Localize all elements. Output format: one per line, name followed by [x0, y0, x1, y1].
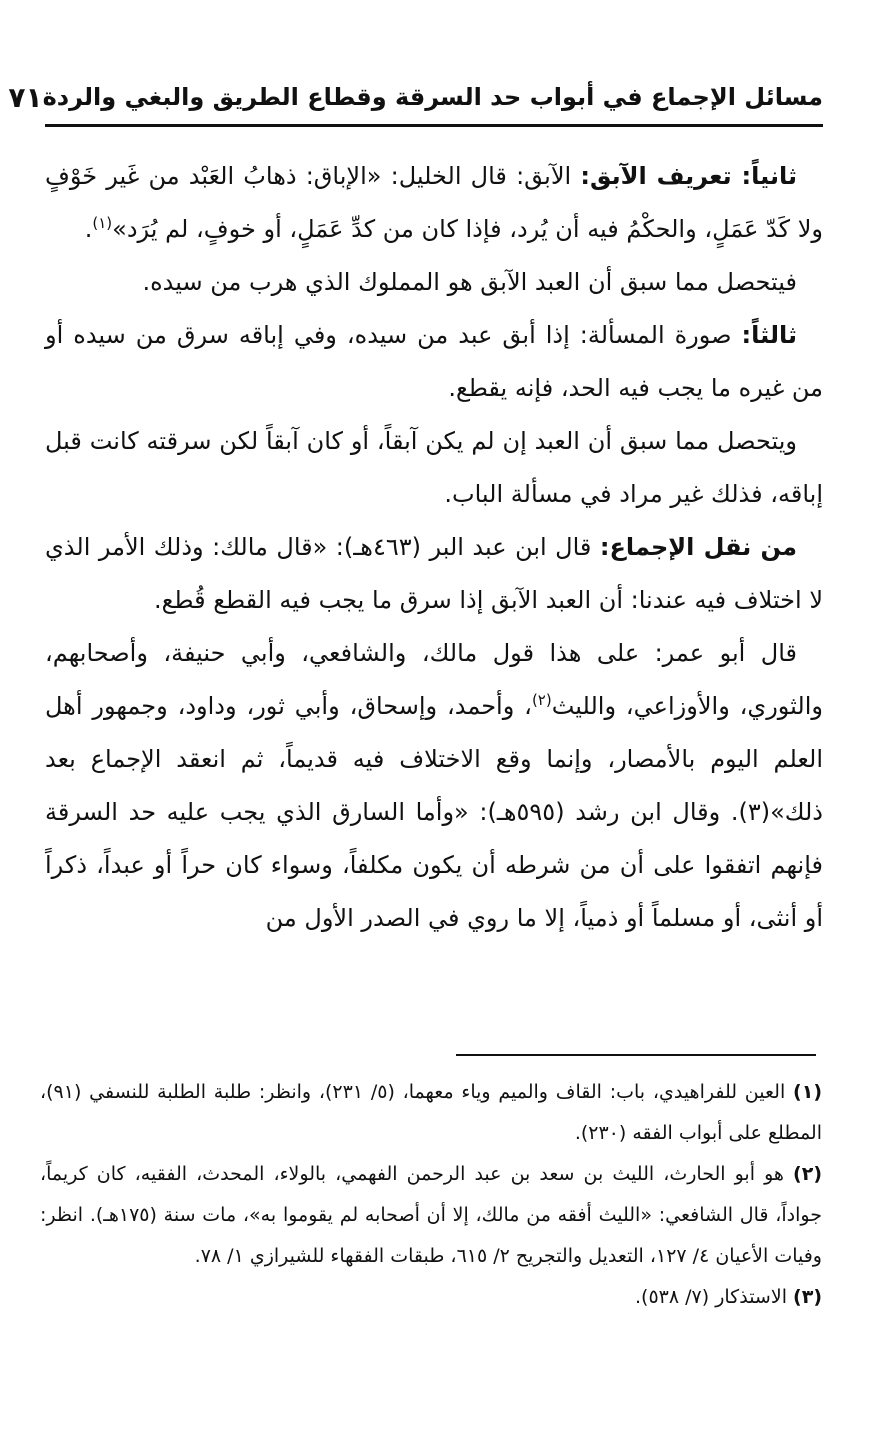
footnote-text: هو أبو الحارث، الليث بن سعد بن عبد الرحمن الفهمي، بالولاء، المحدث، الفقيه، كان كريماً، جواداً، قال الشافعي: «الليث أفقه من مالك، إلا أن أصحابه لم يقوموا به»، مات سنة (١٧٥هـ). انظر: وفيات الأعيان ٤/ ١٢٧، التعديل والتجريح ٢/ ٦١٥، طبقات الفقهاء للشيرازي ١/ ٧٨.: [40, 1163, 822, 1267]
footnote-1: [40, 1072, 822, 1154]
footnote-ref: (٢): [531, 691, 552, 709]
paragraph-consensus: [45, 521, 823, 627]
paragraph-text: قال أبو عمر: على هذا قول مالك، والشافعي، وأبي حنيفة، وأصحابهم، والثوري، والأوزاعي، والليث: [45, 639, 823, 720]
footnote-ref: (١): [92, 214, 113, 232]
footnote-number: (١): [793, 1081, 822, 1103]
paragraph-summary: [45, 256, 823, 309]
paragraph-tail: ، وأحمد، وإسحاق، وأبي ثور، وداود، وجمهور أهل العلم اليوم بالأمصار، وإنما وقع الاختلاف فيه قديماً، ثم انعقد الإجماع بعد ذلك»(٣). وقال ابن رشد (٥٩٥هـ): «وأما السارق الذي يجب عليه حد السرقة فإنهم اتفقوا على أن من شرطه أن يكون مكلفاً، وسواء كان حراً أو عبداً، ذكراً أو أنثى، أو مسلماً أو ذمياً، إلا ما روي في الصدر الأول من: [45, 692, 823, 932]
paragraph-lead: من نقل الإجماع:: [599, 533, 797, 561]
footnote-2: [40, 1154, 822, 1277]
footnote-number: (٢): [793, 1163, 822, 1185]
footnote-text: العين للفراهيدي، باب: القاف والميم وياء معهما، (٥/ ٢٣١)، وانظر: طلبة الطلبة للنسفي (٩١)، المطلع على أبواب الفقه (٢٣٠).: [40, 1081, 822, 1144]
page-number: ٧١: [8, 80, 43, 114]
paragraph-text: ويتحصل مما سبق أن العبد إن لم يكن آبقاً، أو كان آبقاً لكن سرقته كانت قبل إباقه، فذلك غير مراد في مسألة الباب.: [45, 427, 823, 508]
paragraph-abu-umar: [45, 627, 823, 945]
paragraph-text: فيتحصل مما سبق أن العبد الآبق هو المملوك الذي هرب من سيده.: [142, 268, 797, 296]
footnote-separator: [456, 1054, 816, 1056]
footnote-number: (٣): [793, 1286, 822, 1308]
paragraph-exclusion: [45, 415, 823, 521]
paragraph-lead: ثالثاً:: [741, 321, 797, 349]
main-text: [45, 150, 823, 945]
paragraph-definition: [45, 150, 823, 256]
header-rule: [45, 124, 823, 127]
page-header: [8, 74, 823, 120]
paragraph-text: قال ابن عبد البر (٤٦٣هـ): «قال مالك: وذلك الأمر الذي لا اختلاف فيه عندنا: أن العبد الآبق إذا سرق ما يجب فيه القطع قُطع.: [45, 533, 823, 614]
paragraph-case: [45, 309, 823, 415]
footnote-text: الاستذكار (٧/ ٥٣٨).: [635, 1286, 787, 1308]
paragraph-text: صورة المسألة: إذا أبق عبد من سيده، وفي إباقه سرق من سيده أو من غيره ما يجب فيه الحد، فإنه يقطع.: [45, 321, 823, 402]
paragraph-tail: .: [84, 215, 93, 243]
paragraph-lead: ثانياً: تعريف الآبق:: [580, 162, 797, 190]
running-title: مسائل الإجماع في أبواب حد السرقة وقطاع الطريق والبغي والردة: [42, 83, 823, 111]
paragraph-text: الآبق: قال الخليل: «الإباق: ذهابُ العَبْد من غَير خَوْفٍ ولا كَدّ عَمَلٍ، والحكْمُ فيه أن يُرد، فإذا كان من كدِّ عَمَلٍ، أو خوفٍ، لم يُرَد»: [45, 162, 823, 243]
footnote-3: [40, 1277, 822, 1318]
footnotes: [40, 1072, 822, 1318]
